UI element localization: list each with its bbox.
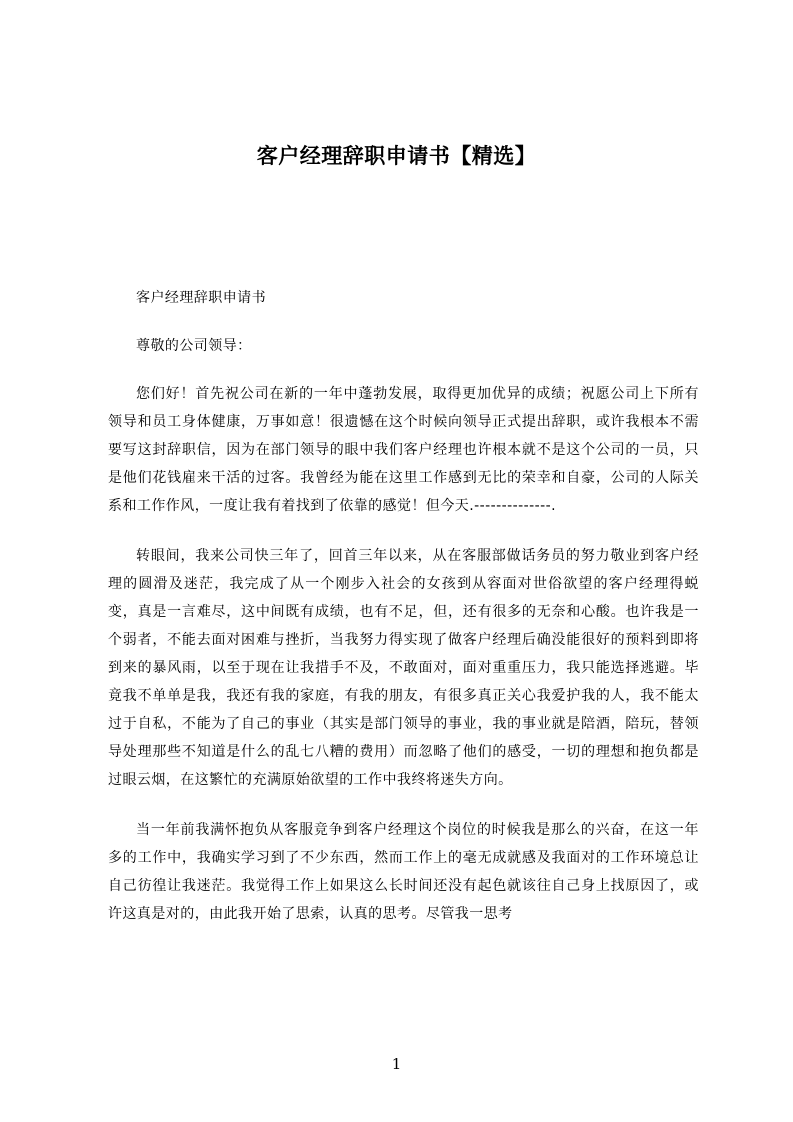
- paragraph-career: 当一年前我满怀抱负从客服竞争到客户经理这个岗位的时候我是那么的兴奋，在这一年多的工作中，我确实学习到了不少东西，然而工作上的毫无成就感及我面对的工作环境总让自己彷徨让我迷茫。我觉得工作上如果这么长时间还没有起色就该往自己身上找原因了，或许这真是对的，由此我开始了思索，认真的思考。尽管我一思考: [108, 822, 699, 922]
- document-title: 客户经理辞职申请书【精选】: [256, 144, 537, 168]
- letter-heading: 客户经理辞职申请书: [136, 290, 267, 306]
- paragraph-greeting: 您们好！首先祝公司在新的一年中蓬勃发展，取得更加优异的成绩；祝愿公司上下所有领导和员工身体健康，万事如意！很遗憾在这个时候向领导正式提出辞职，或许我根本不需要写这封辞职信，因为在部门领导的眼中我们客户经理也许根本就不是这个公司的一员，只是他们花钱雇来干活的过客。我曾经为能在这里工作感到无比的荣幸和自豪，公司的人际关系和工作作风，一度让我有着找到了依靠的感觉！但今天.--------------.: [108, 386, 699, 514]
- document-body: [108, 284, 699, 954]
- salutation: 尊敬的公司领导：: [136, 338, 252, 354]
- page-number: 1: [391, 1055, 402, 1073]
- paragraph-reflection: 转眼间，我来公司快三年了，回首三年以来，从在客服部做话务员的努力敬业到客户经理的圆滑及迷茫，我完成了从一个刚步入社会的女孩到从容面对世俗欲望的客户经理得蜕变，真是一言难尽，这中间既有成绩，也有不足，但，还有很多的无奈和心酸。也许我是一个弱者，不能去面对困难与挫折，当我努力得实现了做客户经理后确没能很好的预料到即将到来的暴风雨，以至于现在让我措手不及，不敢面对，面对重重压力，我只能选择逃避。毕竟我不单单是我，我还有我的家庭，有我的朋友，有很多真正关心我爱护我的人，我不能太过于自私，不能为了自己的事业（其实是部门领导的事业，我的事业就是陪酒，陪玩，替领导处理那些不知道是什么的乱七八糟的费用）而忽略了他们的感受，一切的理想和抱负都是过眼云烟，在这繁忙的充满原始欲望的工作中我终将迷失方向。: [108, 548, 699, 788]
